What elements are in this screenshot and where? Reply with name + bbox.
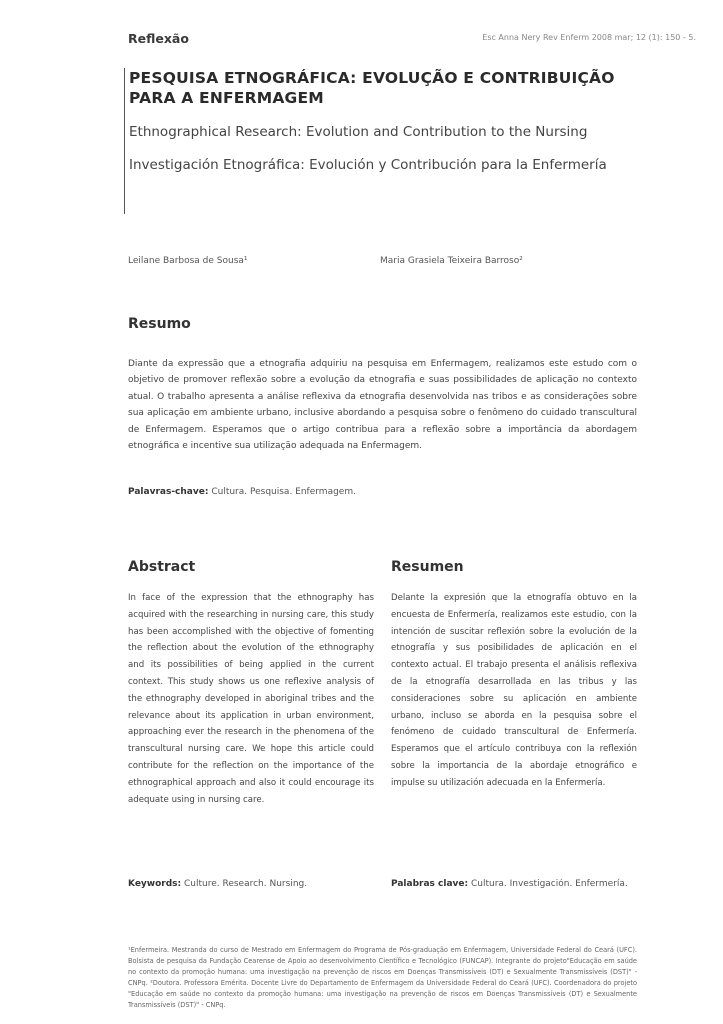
keywords-values: Cultura. Pesquisa. Enfermagem. [211, 487, 356, 497]
keywords-label: Palavras-chave: [128, 487, 209, 497]
resumen-heading: Resumen [391, 559, 464, 575]
abstract-heading: Abstract [128, 559, 196, 575]
abstract-text: In face of the expression that the ethnography has acquired with the researching in nursing care, this study has been accomplished with the objective of fomenting the reflection about the evolution of the ethnography and its possibilities of being applied in the current context. This study shows us one reflexive analysis of the ethnography developed in aboriginal tribes and the relevance about its application in urban environment, approaching ever the research in the phenomena of the transcultural nursing care. We hope this article could contribute for the reflection on the importance of the ethnographical approach and also it could encourage its adequate using in nursing care. [128, 593, 374, 805]
title-english: Ethnographical Research: Evolution and Contribution to the Nursing [129, 124, 588, 140]
keywords-label: Palabras clave: [391, 879, 469, 889]
title-block [124, 68, 649, 214]
keywords-english [128, 879, 307, 889]
author-2: Maria Grasiela Teixeira Barroso² [380, 256, 523, 266]
journal-reference: Esc Anna Nery Rev Enferm 2008 mar; 12 (1): 150 - 5. [482, 33, 696, 42]
resumo-text: Diante da expressão que a etnografia adquiriu na pesquisa em Enfermagem, realizamos este estudo com o objetivo de promover reflexão sobre a evolução da etnografia e suas possibilidades de aplicação no contexto atual. O trabalho apresenta a análise reflexiva da etnografia desenvolvida nas tribos e as considerações sobre sua aplicação em ambiente urbano, inclusive abordando a pesquisa sobre o fenômeno do cuidado transcultural de Enfermagem. Esperamos que o artigo contribua para a reflexão sobre a importância da abordagem etnográfica e incentive sua utilização adequada na Enfermagem. [128, 359, 637, 452]
footnotes [128, 945, 637, 1011]
resumo-heading: Resumo [128, 316, 191, 332]
keywords-values: Culture. Research. Nursing. [184, 879, 308, 889]
resumen-text: Delante la expresión que la etnografía obtuvo en la encuesta de Enfermería, realizamos este estudio, con la intención de suscitar reflexión sobre la evolución de la etnografía y sus posibilidades de aplicación en el contexto actual. El trabajo presenta el análisis reflexiva de la etnografía desarrollada en las tribus y las consideraciones sobre su aplicación en ambiente urbano, incluso se aborda en la pesquisa sobre el fenómeno de cuidado transcultural de Enfermería. Esperamos que el artículo contribuya con la reflexión sobre la importancia de la abordaje etnográfico e impulse su utilización adecuada en la Enfermería. [391, 593, 637, 788]
keywords-portuguese [128, 487, 356, 497]
section-label: Reflexão [128, 31, 189, 46]
author-1: Leilane Barbosa de Sousa¹ [128, 256, 248, 266]
title-spanish: Investigación Etnográfica: Evolución y Contribución para la Enfermería [129, 157, 607, 173]
footnote: ¹Enfermeira. Mestranda do curso de Mestrado em Enfermagem do Programa de Pós-graduação em Enfermagem, Universidade Federal do Ceará (UFC). Bolsista de pesquisa da Fundação Cearense de Apoio ao desenvolvimento Científico e Tecnológico (FUNCAP). Integrante do projeto"Educação em saúde no contexto da promoção humana: uma investigação na prevenção de riscos em Doenças Transmissíveis (DT) e Sexualmente Transmissíveis (DST)" - CNPq. ²Doutora. Professora Emérita. Docente Livre do Departamento de Enfermagem da Universidade Federal do Ceará (UFC). Coordenadora do projeto "Educação em saúde no contexto da promoção humana: uma investigação na prevenção de riscos em Doenças Transmissíveis (DT) e Sexualmente Transmissíveis (DST)" - CNPq. [128, 946, 637, 1009]
keywords-label: Keywords: [128, 879, 182, 889]
keywords-spanish [391, 879, 628, 889]
title-portuguese: PESQUISA ETNOGRÁFICA: EVOLUÇÃO E CONTRIBUIÇÃO PARA A ENFERMAGEM [129, 69, 615, 107]
keywords-values: Cultura. Investigación. Enfermería. [470, 879, 628, 889]
